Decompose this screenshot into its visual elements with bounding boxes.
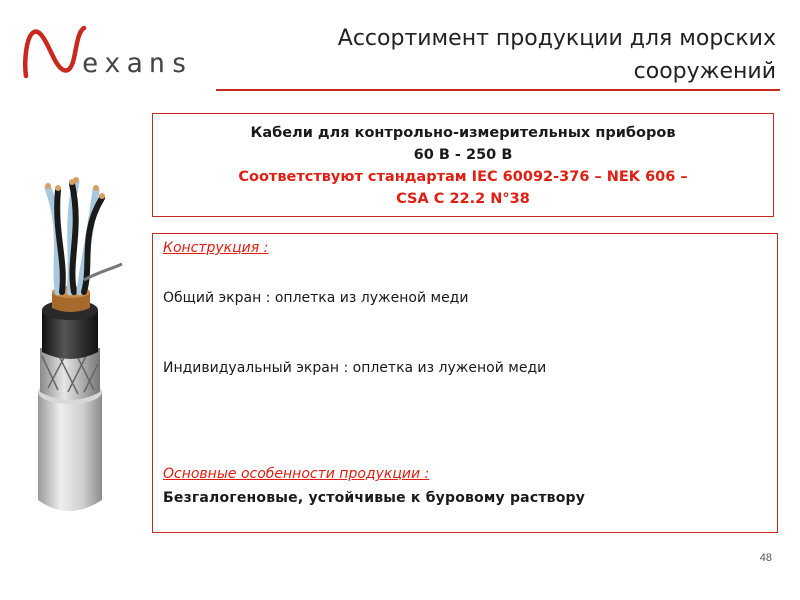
cable-header-box	[152, 113, 774, 217]
construction-label: Конструкция :	[163, 240, 269, 256]
features-label: Основные особенности продукции :	[163, 466, 430, 482]
page-number: 48	[759, 552, 772, 564]
title-line-2: сооружений	[633, 59, 776, 84]
header-voltage: 60 В - 250 В	[413, 147, 513, 163]
header-cable-type: Кабели для контрольно-измерительных приборов	[250, 125, 676, 141]
title-line-1: Ассортимент продукции для морских	[337, 26, 776, 51]
title-divider	[216, 89, 780, 91]
construction-box	[152, 233, 778, 533]
page-title	[256, 22, 776, 88]
common-screen-text: Общий экран : оплетка из луженой меди	[163, 290, 469, 306]
cable-illustration	[18, 160, 144, 520]
nexans-logo	[20, 22, 210, 84]
features-value: Безгалогеновые, устойчивые к буровому раствору	[163, 490, 586, 506]
logo-n-mark-icon	[20, 22, 90, 84]
individual-screen-text: Индивидуальный экран : оплетка из луженой меди	[163, 360, 547, 376]
logo-wordmark: exans	[82, 48, 194, 79]
header-standards-line-2: CSA C 22.2 N°38	[396, 191, 530, 207]
header-standards-line-1: Соответствуют стандартам IEC 60092-376 – NEK 606 –	[238, 169, 688, 185]
